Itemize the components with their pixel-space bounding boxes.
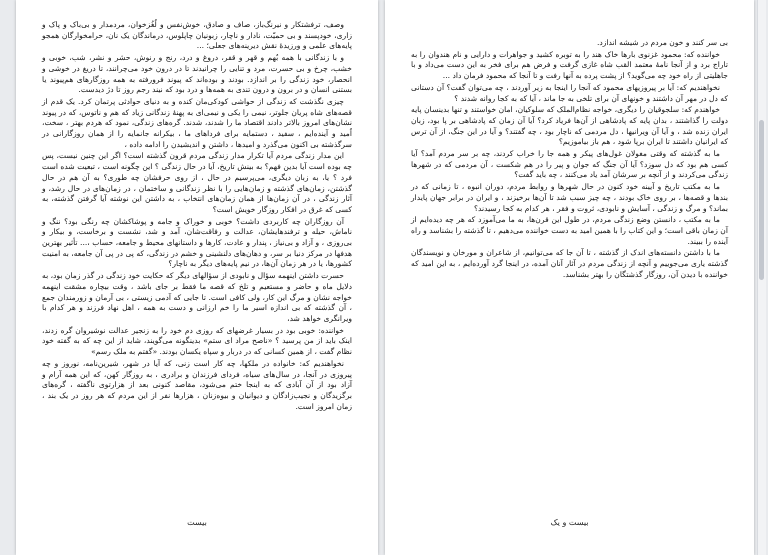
paragraph: چیزی نگذشت که زندگی از حواشی کودکی‌مان کنده و به دنیای حوادثی پرتمان کرد. یک قدم از قصه‌های شاه پریان جلوتر، نیمی را یکی و نیمی‌ای به پهنهٔ زندگانی زیاد که هم و ناتوس، که در پیوند نشان‌های امروز بالاتر دادند اقتصاد ما را شدند، شدند. گره‌های زندگی، نمود که هردم بهتر ، سخت، اُمید و آینده‌ایم ، سفید ، دستمایه برای فرداهای ما ، بیکرانه جانمایه را از همان روزگارانی در سرگذشته بی اکنون می‌گذرد و امیدها ، داشتن و اندیشیدن را ادامه داده ، bbox=[42, 96, 352, 149]
paragraph: ما با داشتن دانسته‌های اندک از گذشته ، تا آن جا که می‌توانیم، از شاعران و مورخان و نویسندگان گذشته یاری می‌جوییم و آنچه از زندگی مردم در آثار آنان آمده، در اینجا گرد آورده‌ایم ، به این امید که خواننده با دیدن آن، روزگار گذشتگان را بهتر بشناسد. bbox=[411, 248, 728, 279]
paragraph: بی سر کنند و خون مردم در شیشه اندازد. bbox=[596, 38, 728, 47]
paragraph: ما به مکتب تاریخ و آیینه خود کنون در حال شهرها و روابط مردم، دوران انبوه ، تا زمانی که در بندها و قصه‌ها ، بر روی خاک بودند ، چه چیز سبب شد تا آن‌ها برخیزند ، و ایران در برابر جهان پایدار بماند؟ و مرگ و زندگی ، آسایش و نابودی، ثروت و فقر ، هر کدام به کجا رسیدند؟ bbox=[411, 182, 728, 213]
page-number: بیست و یک bbox=[550, 518, 589, 527]
paragraph: ما به مکتب ، دانستن وضع زندگی مردم، در طول این قرن‌ها، به ما می‌آموزد که هر چه دیده‌ایم از آن زمان باقی است؛ و این کتاب را با همین امید به دست خواننده می‌دهیم ، تا گذشته را بشناسد و راه آینده را ببیند. bbox=[411, 215, 728, 246]
paragraph: نخواهندیم که: آیا بر پیروزیهای محمود که آنجا را اینجا به زیر آوردند ، چه می‌توان گفت؟ آن دستانی که دل در مهر آن داشتند و خونهای آن برای تلخی به جا ماند ، آیا که به کجا روانه شدند ؟ bbox=[411, 82, 728, 103]
paragraph: و با زندگانی با همه بُهم و قهر و قفر، دروغ و درد، رنج و رنوش، حشر و نشر، شب، خوبی و خشب، چرخ و بی حسرت، مرد و تنایی را چرانیدند تا در درون خود می‌چرانند، تا دریغ در خوشی و انحصار، خود زندگی را بر اندازد. بودند و بوده‌اند که پیوند فرورفته به همه روزگارهای هم‌پیوند یا بستنی انسان و در برون و درون تندی به همه‌ها و درد بود که نیند رجم روز تا دژ دیدست. bbox=[42, 53, 352, 95]
scrollbar-thumb[interactable] bbox=[759, 120, 764, 280]
right-page-text bbox=[411, 38, 728, 281]
page-number: بیست bbox=[187, 518, 207, 527]
paragraph: نخواهندیم که: خانواده در ملکها، چه کار است زنی، که آیا در شهر، شیرین‌نامه، نوروز و چه پیروزی در آنجا، در سال‌های سیاه، فردای فرزندان و برادری ، به روزگار کهن، که این همه آرام و آزاد بود از آن آبادی که به اینجا ختم می‌شود، مقاصد کنونی بعد از هزارتوی ناگفته ، گره‌های برگزیدگان و نجیب‌زادگان و دیوانیان و بیوه‌زنان ، هزارها نفر از این مردم که هر روز در یک بند ، زمان امروز است. bbox=[42, 358, 352, 411]
left-page bbox=[16, 0, 378, 555]
paragraph: این مدار زندگی مردم آیا تکرار مدار زندگی مردم قرون گذشته است؟ اگر این چنین نیست، پس چه بوده است آیا بدین فهم؟ به بینش تاریخ، آیا در حال زندگی ؟ این چگونه است ، تبعیت شده است فرد ؟ یا، به زبان دیگری، می‌پرسیم در حال ، از روی حرفشان چه طوری؟ به آن هم در حال گذشتن، زمان‌های گذشته و زمان‌هایی را با نظر زندگانی و ساختمان ، در زمان‌های در حال رشد، و آثار زندگی ، در آن زمان‌ها از همان زمان‌های انتخاب ، به داشتن این نوشته آیا گرفتن گذشته، به کسی که غرق در افکار روزگار خویش است؟ bbox=[42, 151, 352, 214]
paragraph: خواننده که: محمود غزنوی بارها خاک هند را به توبره کشید و جواهرات و دارایی و نام هندوان را به تاراج برد و از آنجا نامهٔ معتمد القب شاه غازی گرفت و فرض هم برای فخر به این دست می‌داد و با جاهلیتی از راه خود چه می‌گوید؟ از پشت پرده به آنها رفت و تا آنجا که محمود فرمان داد ... bbox=[411, 49, 728, 81]
left-page-text bbox=[42, 20, 352, 413]
paragraph: آن روزگاران چه کاربردی داشت؟ خوبی و خوراک و جامه و پوشاکشان چه رنگی بود؟ ننگ و ناماش، حیله و ترفندهایشان، عدالت و رفاقت‌شان، آمد و شد، نشست و برخاست، و بیکار و بی‌روزی ، و آزاد و بی‌نیاز ، پندار و عادت، کارها و داستانهای محیط و جامعه، حساب ،... تأثیر بهترین هدفها در مرکز دنیا بر سر، و دهان‌های دلنشینی و خشم در زندگی، که پی در پی آن جامعه، به امنیت کشورها، یا در هر زمان آن‌ها، در نیم پایه‌های دیگر به ناچار؟ bbox=[42, 216, 352, 269]
paragraph: وصف، ترفشتکار و نیرنگ‌باز، صاف و صادق، خوش‌نفس و لُغُزخوان، مردمدار و بی‌باک و پاک و زاری، خودپسند و بی حمیّت، نادار و ناچار، زبونیان چاپلوس، درماندگان یک نان، حرامخوارگان همجو پایه‌های علمی و ورزیدهٔ نقش دیرینه‌های جعلی؛ ... bbox=[42, 20, 352, 51]
paragraph: خواهندم که: سلجوقیان را دیگری، خواجه نظام‌الملک که سلوکیان، امان خواستند و تنها بدینسان پایه دولت را گذاشتند ، بدان پایه که پادشاهی از آن‌ها فریاد کرد؟ آیا آن زمان که پادشاهی بر پا بود، زبان ایران زنده شد ، و آیا آن ویرانیها ، دل مردمی که ناچار بود ، چه گفتند؟ و آیا در این جنگ، از آن ترس که ایرانیان داشتند تا ایران برپا شود ، هم باز بیاموزیم؟ bbox=[411, 105, 728, 147]
right-page bbox=[385, 0, 754, 555]
paragraph: ما به گذشته که وقتی مغولان غول‌های پیکر و همه جا را خراب کردند، چه بر سر مردم آمد؟ آیا کسی هم بود که دل سوزد؟ آیا آن جنگ که جوان و پیر را در هم شکست ، آن مردمی که در شهرها زندگی می‌کردند و از آنچه بر سرشان آمد یاد می‌کنند ، چه باید گفت؟ bbox=[411, 149, 728, 180]
paragraph: خواننده: خوبی بود در بسیار غرضهای که روزی دم خود را به زنجیر عدالت نوشیروان گره زدند، اینک باید از من پرسید ؟ «ناصح مراد ای ستم» بدینگونه می‌گویند، شاید از این چه که به گفته خود نظام گفت ، از همین کسانی که در دربار و سپاه یکسان بودند. «گفتم به ملک رسم» bbox=[42, 325, 352, 357]
vertical-scrollbar[interactable] bbox=[757, 0, 766, 555]
paragraph: حسرت داشتن اینهمه سؤال و نابودی از سؤالهای دیگر که حکایت خود زندگی در گذر زمان بود، به دلایل ماه و حاضر و مستعیم و تلخ که قصه ما فقط بر جای باشد ، وقت بیچاره مشقت اینهمه خواجه نشان و مرگ این کار، ولی کافی است. تا جایی که آدمی زیستی ، بی آرمان و زورمندان جمع ، آن گذشته که بی اندازه اسیر ما را خم ارزانی و دست به همه ، اهل نهاد فرزند و هر کدام با ویرانگری خواهد شد، bbox=[42, 271, 352, 323]
